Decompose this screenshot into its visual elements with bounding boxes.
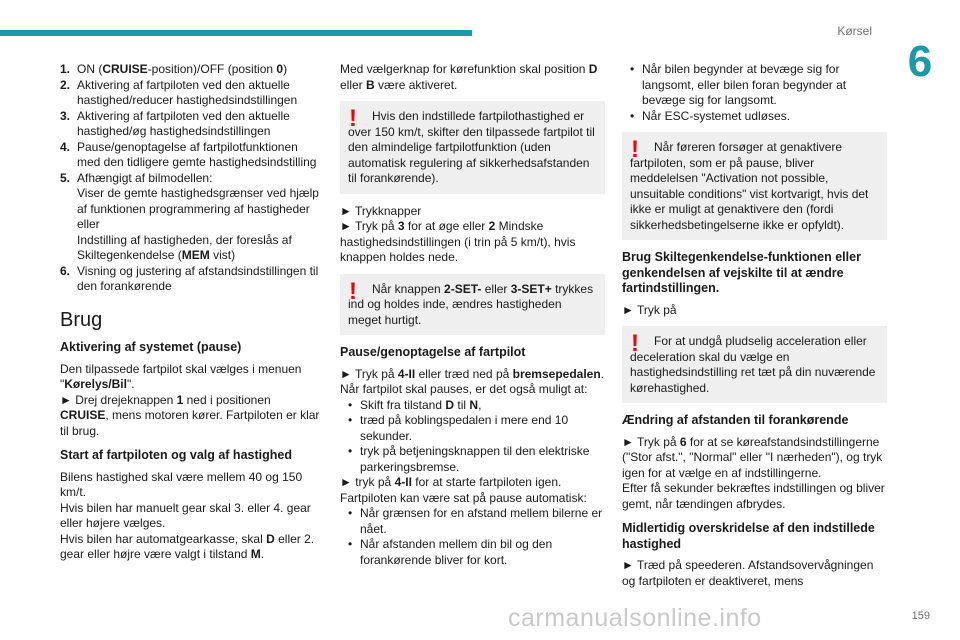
heading-distance: Ændring af afstanden til forankørende — [622, 413, 849, 427]
column-1 — [60, 62, 322, 570]
warning-text: Hvis den indstillede fartpilothastighed er over 150 km/t, skifter den tilpassede fartpilot til den almindelige fartpilotfunktion (uden automatisk regulering af sikkerhedsafstanden til forankørende). — [348, 109, 595, 185]
warning-text: Når føreren forsøger at genaktivere fartpiloten, som er på pause, bliver meddelelsen "Activation not possible, unsuitable conditions" vist kortvarigt, hvis det ikke er muligt at genaktivere den (fordi sikkerhedsbetingelserne ikke er opfyldt). — [630, 140, 869, 232]
list-item: 5. Afhængigt af bilmodellen: Viser de gemte hastighedsgrænser ved hjælp af funktionen programmering af hastigheder eller Indstilling af hastigheden, der foreslås af Skiltegenkendelse (MEM vist) — [60, 170, 319, 262]
warning-box — [622, 326, 887, 403]
section-label: Kørsel — [837, 24, 872, 38]
bullet-list — [622, 62, 887, 124]
list-item: 4. Pause/genoptagelse af fartpilotfunktionen med den tidligere gemte hastighedsindstilling — [60, 139, 317, 169]
heading-overspeed: Midlertidig overskridelse af den indstillede hastighed — [622, 521, 875, 551]
heading-activation: Aktivering af systemet (pause) — [60, 340, 242, 354]
warning-icon: ! — [631, 330, 639, 357]
bullet-item: • Når ESC-systemet udløses. — [630, 108, 791, 123]
page-number: 159 — [911, 610, 930, 622]
heading-pause: Pause/genoptagelse af fartpilot — [340, 345, 526, 359]
warning-text: For at undgå pludselig acceleration eller deceleration skal du vælge en hastighedsindstilling ret tæt på din nuværende kørehastighed. — [630, 334, 876, 395]
column-2 — [340, 62, 605, 568]
warning-icon: ! — [349, 277, 357, 305]
list-item: 3. Aktivering af fartpiloten ved den aktuelle hastighed/øg hastighedsindstillingen — [60, 108, 290, 138]
selector-paragraph: Med vælgerknap for kørefunktion skal position D eller B være aktiveret. — [340, 62, 598, 92]
speed-paragraph: Bilens hastighed skal være mellem 40 og 150 km/t. Hvis bilen har manuelt gear skal 3. eller 4. gear eller højere vælges. Hvis bilen har automatgearkasse, skal D eller 2. gear eller højre være valgt i tilstand M. — [60, 469, 315, 561]
list-item: 1. ON (CRUISE-position)/OFF (position 0) — [60, 62, 288, 76]
bullet-item: • Når bilen begynder at bevæge sig for langsomt, eller bilen foran begynder at bevæge sig for langsomt. — [630, 62, 847, 107]
bullet-item: • Når grænsen for en afstand mellem bilerne er nået. — [348, 506, 603, 536]
column-3 — [622, 62, 887, 596]
heading-start-speed: Start af fartpiloten og valg af hastighed — [60, 448, 292, 462]
list-item: 6. Visning og justering af afstandsindstillingen til den forankørende — [60, 263, 319, 293]
pause-paragraph: ► Tryk på 4-II eller træd ned på bremsepedalen. Når fartpilot skal pauses, er det også muligt at: — [340, 366, 605, 396]
press-paragraph: ► Tryk på — [622, 302, 677, 317]
warning-icon: ! — [349, 105, 357, 132]
warning-text: Når knappen 2-SET- eller 3-SET+ trykkes ind og holdes inde, ændres hastigheden meget hurtigt. — [348, 281, 594, 327]
list-item: 2. Aktivering af fartpiloten ved den aktuelle hastighed/reducer hastighedsindstillingen — [60, 77, 298, 107]
resume-paragraph: ► tryk på 4-II for at starte fartpiloten igen. Fartpiloten kan være sat på pause automatisk: — [340, 475, 587, 505]
bullet-item: • tryk på betjeningsknappen til den elektriske parkeringsbremse. — [348, 444, 590, 474]
section-heading-brug: Brug — [60, 308, 103, 331]
bullet-item: • træd på koblingspedalen i mere end 10 sekunder. — [348, 413, 569, 443]
warning-box — [340, 101, 605, 194]
buttons-paragraph: ► Trykknapper ► Tryk på 3 for at øge eller 2 Mindske hastighedsindstillingen (i trin på 5 km/t), hvis knappen holdes nede. — [340, 203, 576, 264]
bullet-item: • Skift fra tilstand D til N, — [348, 397, 482, 412]
warning-box — [340, 274, 605, 336]
bullet-item: • Når afstanden mellem din bil og den forankørende bliver for kort. — [348, 537, 553, 567]
bullet-list — [340, 506, 605, 568]
heading-sign-recognition: Brug Skiltegenkendelse-funktionen eller genkendelsen af vejskilte til at ændre fartindstillingen. — [622, 250, 861, 295]
distance-paragraph: ► Tryk på 6 for at se køreafstandsindstillingerne ("Stor afst.", "Normal" eller "I nærheden"), og tryk igen for at vælge en af indstillingerne. Efter få sekunder bekræftes indstillingen og bliver gemt, når tændingen afbrydes. — [622, 434, 885, 511]
chapter-number: 6 — [907, 37, 933, 86]
bullet-list — [340, 398, 605, 476]
watermark: carmanualsonline.info — [508, 604, 762, 632]
warning-icon: ! — [631, 136, 639, 163]
numbered-list — [60, 62, 322, 295]
header-accent-bar — [0, 30, 472, 36]
activation-paragraph: Den tilpassede fartpilot skal vælges i menuen "Kørelys/Bil". ► Drej drejeknappen 1 ned i positionen CRUISE, mens motoren kører. Fartpiloten er klar til brug. — [60, 361, 320, 438]
overspeed-paragraph: ► Træd på speederen. Afstandsovervågningen og fartpiloten er deaktiveret, mens — [622, 558, 874, 588]
warning-box — [622, 132, 887, 240]
